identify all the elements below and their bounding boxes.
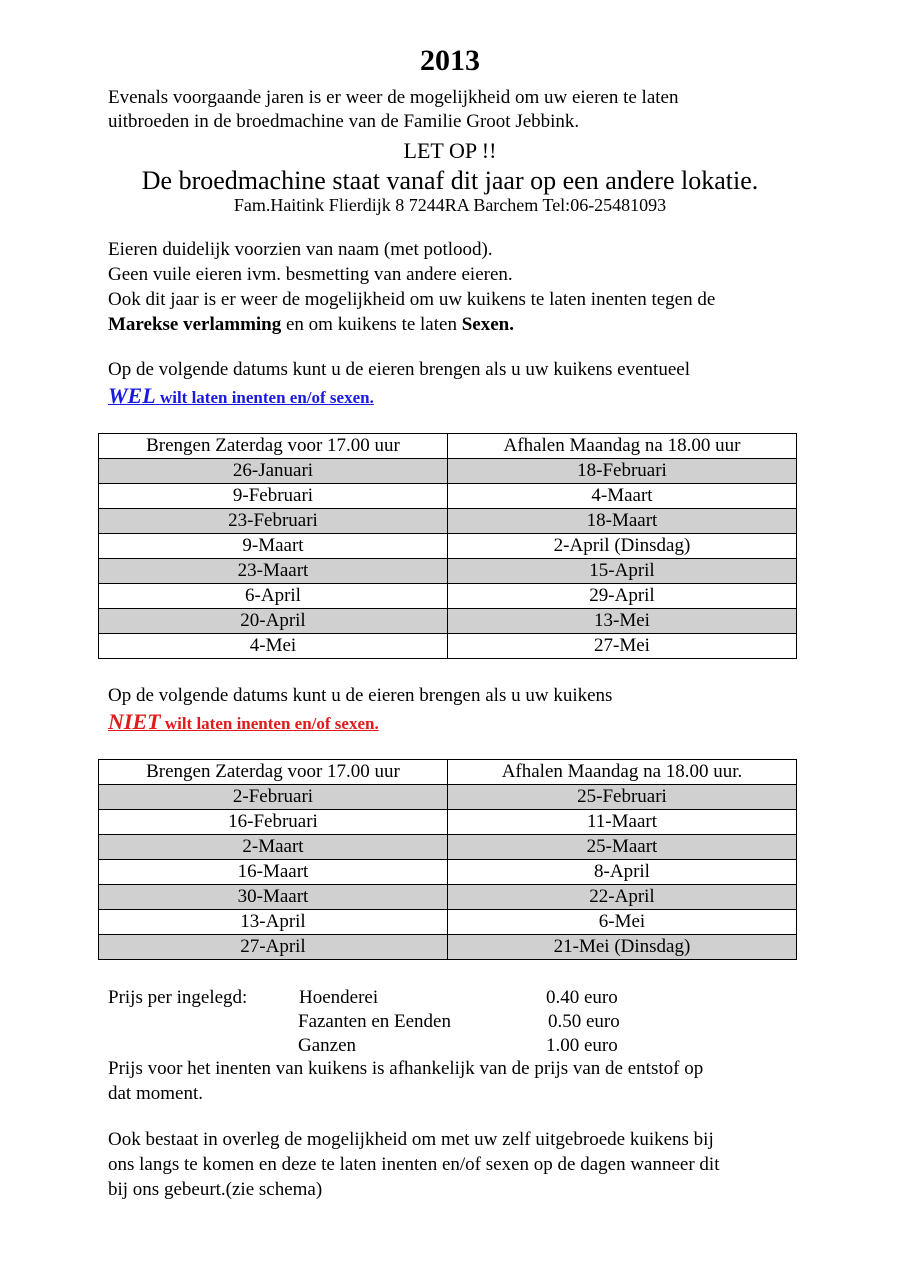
afhalen-date-cell: 2-April (Dinsdag): [448, 534, 797, 559]
column-header: Afhalen Maandag na 18.00 uur: [448, 434, 797, 459]
table-row: [99, 885, 797, 910]
afhalen-date-cell: 27-Mei: [448, 634, 797, 659]
brengen-date-cell: 16-Maart: [99, 860, 448, 885]
brengen-date-cell: 2-Maart: [99, 835, 448, 860]
table-row: [99, 810, 797, 835]
afhalen-date-cell: 29-April: [448, 584, 797, 609]
wel-emphasis: [108, 384, 374, 410]
vaccination-price-note-1: Prijs voor het inenten van kuikens is afhankelijk van de prijs van de entstof op: [108, 1058, 704, 1079]
brengen-date-cell: 23-Februari: [99, 509, 448, 534]
brengen-date-cell: 9-Maart: [99, 534, 448, 559]
afhalen-date-cell: 22-April: [448, 885, 797, 910]
price-label: Prijs per ingelegd:: [108, 987, 248, 1008]
afhalen-date-cell: 13-Mei: [448, 609, 797, 634]
let-op-heading: LET OP !!: [403, 138, 497, 163]
vaccination-price-note-2: dat moment.: [108, 1083, 203, 1104]
table-header-row: [99, 760, 797, 785]
table-row: [99, 935, 797, 960]
afhalen-date-cell: 4-Maart: [448, 484, 797, 509]
location-headline: De broedmachine staat vanaf dit jaar op een andere lokatie.: [141, 166, 759, 195]
niet-emphasis: [108, 710, 379, 736]
column-header: Brengen Zaterdag voor 17.00 uur: [99, 434, 448, 459]
brengen-date-cell: 4-Mei: [99, 634, 448, 659]
price-item-value: 0.40 euro: [546, 987, 618, 1008]
afhalen-date-cell: 18-Maart: [448, 509, 797, 534]
closing-line-1: Ook bestaat in overleg de mogelijkheid om met uw zelf uitgebroede kuikens bij: [108, 1129, 714, 1150]
price-item-value: 0.50 euro: [548, 1011, 620, 1032]
brengen-date-cell: 27-April: [99, 935, 448, 960]
sexen-bold: Sexen.: [461, 314, 514, 335]
table-row: [99, 910, 797, 935]
brengen-date-cell: 9-Februari: [99, 484, 448, 509]
table-row: [99, 459, 797, 484]
price-item-value: 1.00 euro: [546, 1035, 618, 1056]
intro-line-2: uitbroeden in de broedmachine van de Familie Groot Jebbink.: [108, 111, 580, 132]
afhalen-date-cell: 6-Mei: [448, 910, 797, 935]
brengen-date-cell: 6-April: [99, 584, 448, 609]
table-row: [99, 484, 797, 509]
marekse-bold: Marekse verlamming: [108, 314, 282, 335]
table-row: [99, 609, 797, 634]
niet-keyword: NIET: [108, 709, 161, 734]
wel-keyword: WEL: [108, 383, 156, 408]
brengen-date-cell: 13-April: [99, 910, 448, 935]
address-line: Fam.Haitink Flierdijk 8 7244RA Barchem Tel:06-25481093: [233, 195, 667, 215]
afhalen-date-cell: 25-Februari: [448, 785, 797, 810]
wel-rest: wilt laten inenten en/of sexen.: [155, 388, 374, 407]
note-line-1: Eieren duidelijk voorzien van naam (met potlood).: [108, 239, 493, 260]
afhalen-date-cell: 18-Februari: [448, 459, 797, 484]
table-row: [99, 634, 797, 659]
column-header: Afhalen Maandag na 18.00 uur.: [448, 760, 797, 785]
note-line-3: Ook dit jaar is er weer de mogelijkheid om uw kuikens te laten inenten tegen de: [108, 289, 716, 310]
brengen-date-cell: 23-Maart: [99, 559, 448, 584]
niet-rest: wilt laten inenten en/of sexen.: [160, 714, 379, 733]
table-row: [99, 785, 797, 810]
note-line-2: Geen vuile eieren ivm. besmetting van andere eieren.: [108, 264, 513, 285]
table-row: [99, 559, 797, 584]
brengen-date-cell: 20-April: [99, 609, 448, 634]
brengen-date-cell: 30-Maart: [99, 885, 448, 910]
intro-line-1: Evenals voorgaande jaren is er weer de mogelijkheid om uw eieren te laten: [108, 87, 679, 108]
table-row: [99, 584, 797, 609]
afhalen-date-cell: 11-Maart: [448, 810, 797, 835]
brengen-date-cell: 2-Februari: [99, 785, 448, 810]
brengen-date-cell: 16-Februari: [99, 810, 448, 835]
wel-intro: Op de volgende datums kunt u de eieren brengen als u uw kuikens eventueel: [108, 359, 690, 380]
price-item-name: Ganzen: [298, 1035, 357, 1056]
note-line-4-mid: en om kuikens te laten: [281, 314, 462, 335]
closing-line-2: ons langs te komen en deze te laten inenten en/of sexen op de dagen wanneer dit: [108, 1154, 720, 1175]
note-line-4: [108, 313, 514, 337]
document-year: 2013: [420, 44, 480, 77]
table-row: [99, 509, 797, 534]
table-row: [99, 534, 797, 559]
table-header-row: [99, 434, 797, 459]
closing-line-3: bij ons gebeurt.(zie schema): [108, 1179, 323, 1200]
table-row: [99, 835, 797, 860]
afhalen-date-cell: 8-April: [448, 860, 797, 885]
brengen-date-cell: 26-Januari: [99, 459, 448, 484]
niet-schedule-table: [98, 759, 797, 960]
wel-schedule-table: [98, 433, 797, 659]
afhalen-date-cell: 21-Mei (Dinsdag): [448, 935, 797, 960]
afhalen-date-cell: 15-April: [448, 559, 797, 584]
table-row: [99, 860, 797, 885]
afhalen-date-cell: 25-Maart: [448, 835, 797, 860]
niet-intro: Op de volgende datums kunt u de eieren brengen als u uw kuikens: [108, 685, 613, 706]
column-header: Brengen Zaterdag voor 17.00 uur: [99, 760, 448, 785]
price-item-name: Hoenderei: [299, 987, 379, 1008]
price-item-name: Fazanten en Eenden: [298, 1011, 451, 1032]
